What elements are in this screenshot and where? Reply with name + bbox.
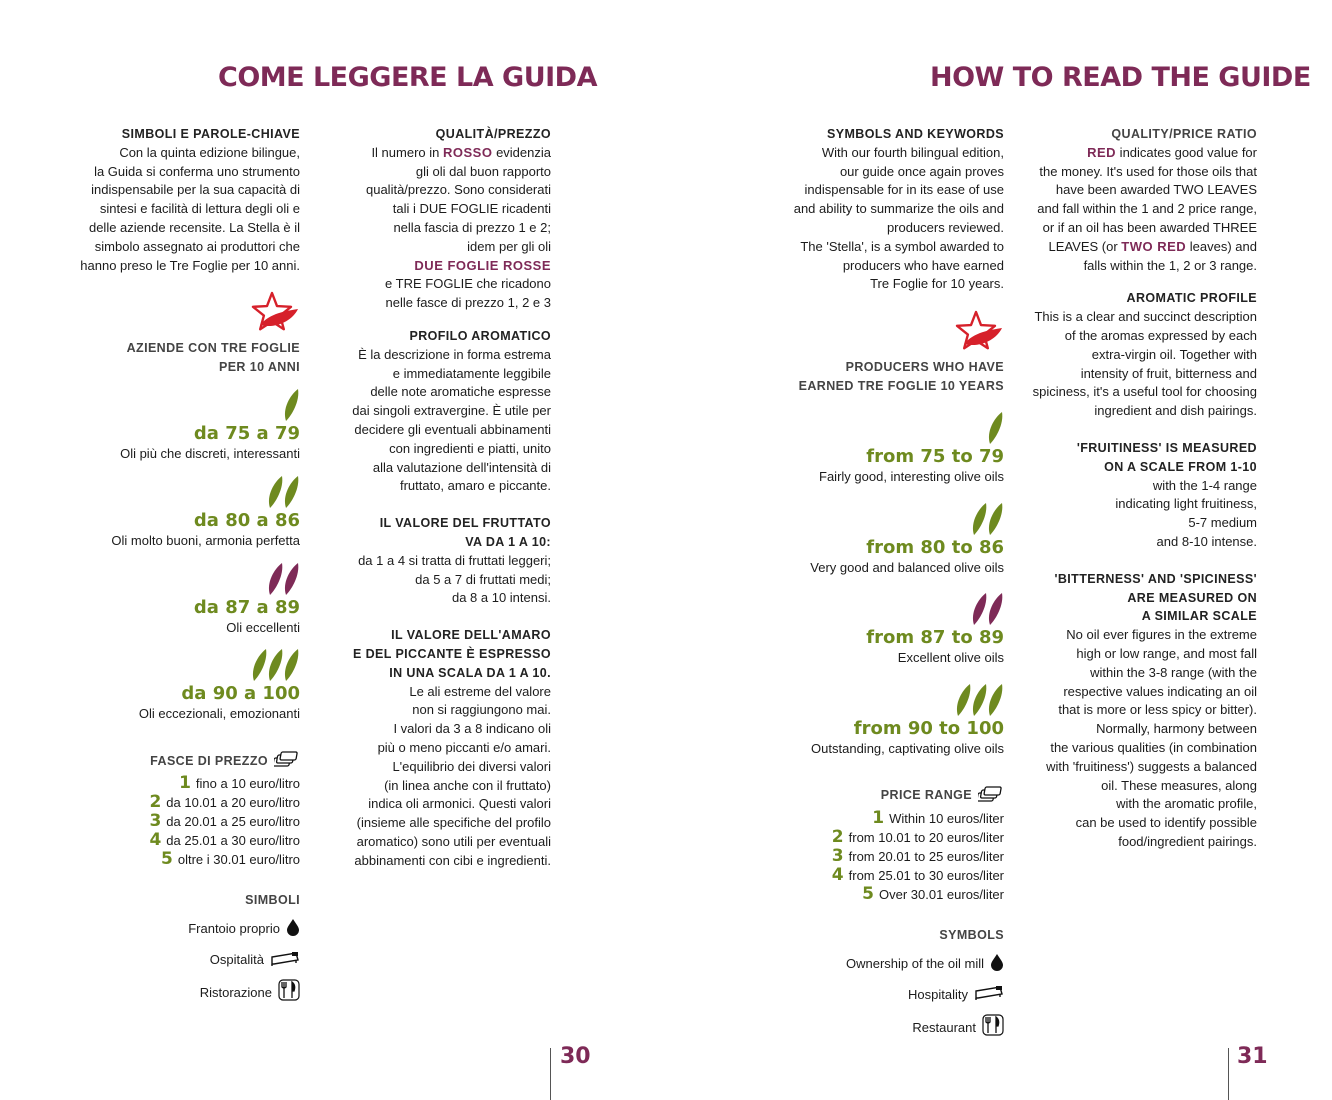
leaf-rating-icon [770,591,1004,627]
price-row [770,809,1004,828]
body-text: abbinamenti con cibi e ingredienti. [354,852,551,868]
body-text: gli oli dal buon rapporto [415,163,551,179]
leaf-rating-icon [770,501,1004,537]
section-heading: 'BITTERNESS' AND 'SPICINESS' [1054,571,1257,586]
body-text: with 'fruitiness') suggests a balanced [1046,758,1257,774]
price-row [770,885,1004,904]
spacer [770,577,1004,591]
price-stack-icon [274,748,300,774]
section-heading: SIMBOLI E PAROLE-CHIAVE [121,127,300,141]
body-text: Con la quinta edizione bilingue, [119,144,300,160]
symbol-label: Ospitalità [209,952,264,968]
price-row [60,793,300,812]
body-text [1020,238,1257,257]
body-text: With our fourth bilingual edition, [821,144,1004,160]
page-title: HOW TO READ THE GUIDE [930,62,1311,93]
body-text: qualità/prezzo. Sono considerati [365,182,551,198]
body-text: food/ingredient pairings. [1118,833,1257,849]
section-heading: SIMBOLI [245,892,300,907]
section-heading: QUALITY/PRICE RATIO [1111,127,1257,141]
price-number: 5 [862,883,874,904]
spacer [60,942,300,950]
spacer [770,904,1004,926]
section-heading: PER 10 ANNI [218,360,300,375]
price-row [770,866,1004,885]
symbol-row [60,950,300,972]
leaf-rating-icon [60,561,300,597]
drop-icon [990,953,1004,977]
price-text: Over 30.01 euros/liter [878,886,1004,902]
body-text: falls within the 1, 2 or 3 range. [1083,257,1257,273]
right-column-1 [770,125,1004,1042]
body-text: 5-7 medium [1188,515,1257,531]
score-range: da 90 a 100 [181,683,300,705]
spacer [770,976,1004,984]
body-text: with the 1-4 range [1152,477,1257,493]
leaf-rating-icon [60,474,300,510]
body-text: indicating light fruitiness, [1115,496,1257,512]
section-heading: AROMATIC PROFILE [1126,291,1257,306]
spacer [1020,421,1257,439]
right-column-2 [1020,125,1257,852]
body-text: Normally, harmony between [1096,721,1257,737]
spacer [60,869,300,891]
body-text: delle aziende recensite. La Stella è il [88,219,300,235]
body-text: nella fascia di prezzo 1 e 2; [393,219,551,235]
body-text: within the 3-8 range (with the [1090,664,1257,680]
body-text: The 'Stella', is a symbol awarded to [800,238,1004,254]
symbol-label: Hospitality [908,986,968,1002]
body-text: È la descrizione in forma estrema [358,346,551,362]
red-keyword: TWO RED [1121,238,1187,254]
body-text: dai singoli extravergine. È utile per [352,403,551,419]
price-row [60,850,300,869]
body-text: aromatico) sono utili per eventuali [356,833,551,849]
page-number: 30 [560,1044,591,1069]
body-text: più o meno piccanti e/o amari. [377,739,551,755]
price-text: from 10.01 to 20 euros/liter [848,829,1004,845]
bed-icon [270,950,300,972]
body-text: that is more or less spicy or bitter). [1058,702,1257,718]
body-text: No oil ever figures in the extreme [1066,627,1257,643]
page-title: COME LEGGERE LA GUIDA [218,62,597,93]
section-heading: 'FRUITINESS' IS MEASURED [1076,440,1257,455]
bed-icon [974,984,1004,1006]
spacer [770,1006,1004,1014]
spacer [60,971,300,979]
section-heading: IN UNA SCALA DA 1 A 10. [389,665,551,680]
text-part: Il numero in [371,144,443,160]
spacer [60,377,300,387]
section-heading: VA DA 1 A 10: [465,534,551,549]
symbol-label: Ownership of the oil mill [846,956,984,972]
price-row [60,774,300,793]
price-stack-icon [978,783,1004,809]
price-number: 5 [161,848,173,869]
price-text: Within 10 euros/liter [889,810,1004,826]
score-description: Oli molto buoni, armonia perfetta [111,532,300,548]
body-text: (insieme alle specifiche del profilo [356,815,551,831]
fork-knife-icon [982,1014,1004,1042]
spacer [1020,552,1257,570]
price-number: 4 [831,864,844,885]
price-number: 3 [831,845,844,866]
symbol-row [60,979,300,1007]
body-text: oil. These measures, along [1101,777,1257,793]
body-text: da 5 a 7 di fruttati medi; [415,571,551,587]
body-text: delle note aromatiche espresse [370,384,551,400]
price-heading-label: FASCE DI PREZZO [150,753,268,768]
price-heading [60,748,300,774]
symbol-row [770,1014,1004,1042]
symbol-label: Restaurant [912,1019,976,1035]
spacer [60,551,300,561]
score-range: da 87 a 89 [193,596,300,618]
score-description: Very good and balanced olive oils [810,559,1004,575]
body-text: simbolo assegnato ai produttori che [94,238,300,254]
left-column-2 [330,125,551,870]
spacer [60,724,300,748]
spacer [770,396,1004,410]
body-text: la Guida si conferma uno strumento [94,163,300,179]
text-part: leaves) and [1186,238,1257,254]
body-text: of the aromas expressed by each [1064,327,1257,343]
page-number: 31 [1237,1044,1268,1069]
section-heading: IL VALORE DEL FRUTTATO [379,516,551,531]
price-number: 1 [872,807,885,828]
leaf-rating-icon [60,647,300,683]
score-description: Fairly good, interesting olive oils [819,468,1004,484]
price-number: 4 [149,829,162,850]
body-text: with the aromatic profile, [1116,796,1257,812]
red-keyword: DUE FOGLIE ROSSE [414,257,551,273]
spacer [770,487,1004,501]
score-range: from 75 to 79 [866,445,1004,467]
body-text: I valori da 3 a 8 indicano oli [393,721,551,737]
symbol-row [770,984,1004,1006]
score-description: Oli eccezionali, emozionanti [138,706,300,722]
body-text: our guide once again proves [839,163,1004,179]
red-keyword: RED [1087,144,1117,160]
price-row [60,812,300,831]
body-text: producers who have earned [842,257,1004,273]
price-row [60,831,300,850]
spacer [60,275,300,291]
body-text: and fall within the 1 and 2 price range, [1037,201,1257,217]
spacer [60,464,300,474]
body-text: e TRE FOGLIE che ricadono [385,276,551,292]
price-number: 2 [149,791,162,812]
spacer [770,668,1004,682]
body-text: This is a clear and succinct description [1034,309,1257,325]
spacer [60,910,300,918]
score-description: Oli più che discreti, interessanti [120,445,300,461]
leaf-rating-icon [60,387,300,423]
body-text: fruttato, amaro e piccante. [399,478,551,494]
score-range: from 80 to 86 [866,536,1004,558]
body-text: da 1 a 4 si tratta di fruttati leggeri; [358,552,551,568]
price-heading-label: PRICE RANGE [880,788,972,803]
price-text: oltre i 30.01 euro/litro [177,851,300,867]
text-part: indicates good value for [1116,144,1257,160]
spacer [770,759,1004,783]
body-text: Tre Foglie for 10 years. [870,276,1004,292]
section-heading: IL VALORE DELL'AMARO [391,628,551,643]
star-icon [60,291,300,335]
text-part: evidenzia [492,144,551,160]
body-text: non si raggiungono mai. [412,702,551,718]
body-text: the various qualities (in combination [1050,739,1257,755]
body-text [1020,144,1257,163]
body-text: the money. It's used for those oils that [1039,163,1257,179]
spacer [60,637,300,647]
price-text: da 25.01 a 30 euro/litro [166,832,300,848]
body-text: L'equilibrio dei diversi valori [392,758,551,774]
score-description: Oli eccellenti [226,619,300,635]
body-text: producers reviewed. [886,219,1004,235]
price-text: from 25.01 to 30 euros/liter [848,867,1004,883]
price-number: 1 [179,772,191,793]
section-heading: A SIMILAR SCALE [1141,609,1257,624]
left-column-1 [60,125,300,1007]
spacer [770,294,1004,310]
body-text: ingredient and dish pairings. [1094,403,1257,419]
body-text: (in linea anche con il fruttato) [384,777,551,793]
body-text: idem per gli oli [467,238,551,254]
body-text: respective values indicating an oil [1063,683,1257,699]
body-text: nelle fasce di prezzo 1, 2 e 3 [385,295,551,311]
text-part: LEAVES (or [1048,238,1122,254]
body-text: hanno preso le Tre Foglie per 10 anni. [80,257,300,273]
body-text: decidere gli eventuali abbinamenti [354,421,551,437]
price-text: from 20.01 to 25 euros/liter [848,848,1004,864]
body-text: and ability to summarize the oils and [793,201,1004,217]
body-text: Le ali estreme del valore [409,683,551,699]
drop-icon [286,918,300,942]
price-text: fino a 10 euro/litro [195,775,300,791]
spacer [330,608,551,626]
price-text: da 10.01 a 20 euro/litro [166,794,300,810]
body-text [330,144,551,163]
section-heading: QUALITÀ/PREZZO [435,127,551,141]
body-text: tali i DUE FOGLIE ricadenti [392,201,551,217]
score-range: da 80 a 86 [193,509,300,531]
symbol-row [770,953,1004,977]
leaf-rating-icon [770,410,1004,446]
body-text: and 8-10 intense. [1156,533,1257,549]
body-text: or if an oil has been awarded THREE [1042,219,1257,235]
price-number: 3 [149,810,162,831]
symbol-label: Ristorazione [199,984,272,1000]
price-heading [770,783,1004,809]
page-divider [550,1048,551,1100]
body-text: con ingredienti e piatti, unito [389,440,551,456]
score-range: from 90 to 100 [853,718,1004,740]
score-range: da 75 a 79 [193,422,300,444]
body-text: extra-virgin oil. Together with [1091,346,1257,362]
score-range: from 87 to 89 [866,627,1004,649]
body-text: e immediatamente leggibile [392,365,551,381]
fork-knife-icon [278,979,300,1007]
body-text: intensity of fruit, bitterness and [1080,365,1257,381]
section-heading: SYMBOLS AND KEYWORDS [827,127,1004,141]
red-keyword: ROSSO [442,144,493,160]
spacer [330,496,551,514]
star-icon [770,310,1004,354]
section-heading: SYMBOLS [939,927,1004,942]
spacer [330,313,551,327]
body-text: sintesi e facilità di lettura degli oli e [99,201,300,217]
section-heading: EARNED TRE FOGLIE 10 YEARS [798,378,1004,393]
body-text: have been awarded TWO LEAVES [1055,182,1257,198]
price-row [770,828,1004,847]
price-number: 2 [831,826,844,847]
price-row [770,847,1004,866]
body-text: spiciness, it's a useful tool for choosing [1032,384,1257,400]
score-description: Excellent olive oils [897,650,1004,666]
section-heading: ON A SCALE FROM 1-10 [1104,459,1257,474]
section-heading: E DEL PICCANTE È ESPRESSO [352,646,551,661]
leaf-rating-icon [770,682,1004,718]
body-text: da 8 a 10 intensi. [451,590,551,606]
body-text: alla valutazione dell'intensità di [372,459,551,475]
body-text: high or low range, and most fall [1076,645,1257,661]
body-text: indispensable for in its ease of use [804,182,1004,198]
body-text: indispensabile per la sua capacità di [91,182,300,198]
symbol-row [60,918,300,942]
spacer [1020,275,1257,289]
section-heading: ARE MEASURED ON [1127,590,1257,605]
section-heading: PRODUCERS WHO HAVE [845,360,1004,375]
price-text: da 20.01 a 25 euro/litro [166,813,300,829]
spacer [770,945,1004,953]
body-text: indica oli armonici. Questi valori [368,796,551,812]
symbol-label: Frantoio proprio [188,921,280,937]
section-heading: AZIENDE CON TRE FOGLIE [126,341,300,356]
score-description: Outstanding, captivating olive oils [811,741,1004,757]
section-heading: PROFILO AROMATICO [409,328,551,343]
page-divider [1228,1048,1229,1100]
body-text: can be used to identify possible [1075,815,1257,831]
